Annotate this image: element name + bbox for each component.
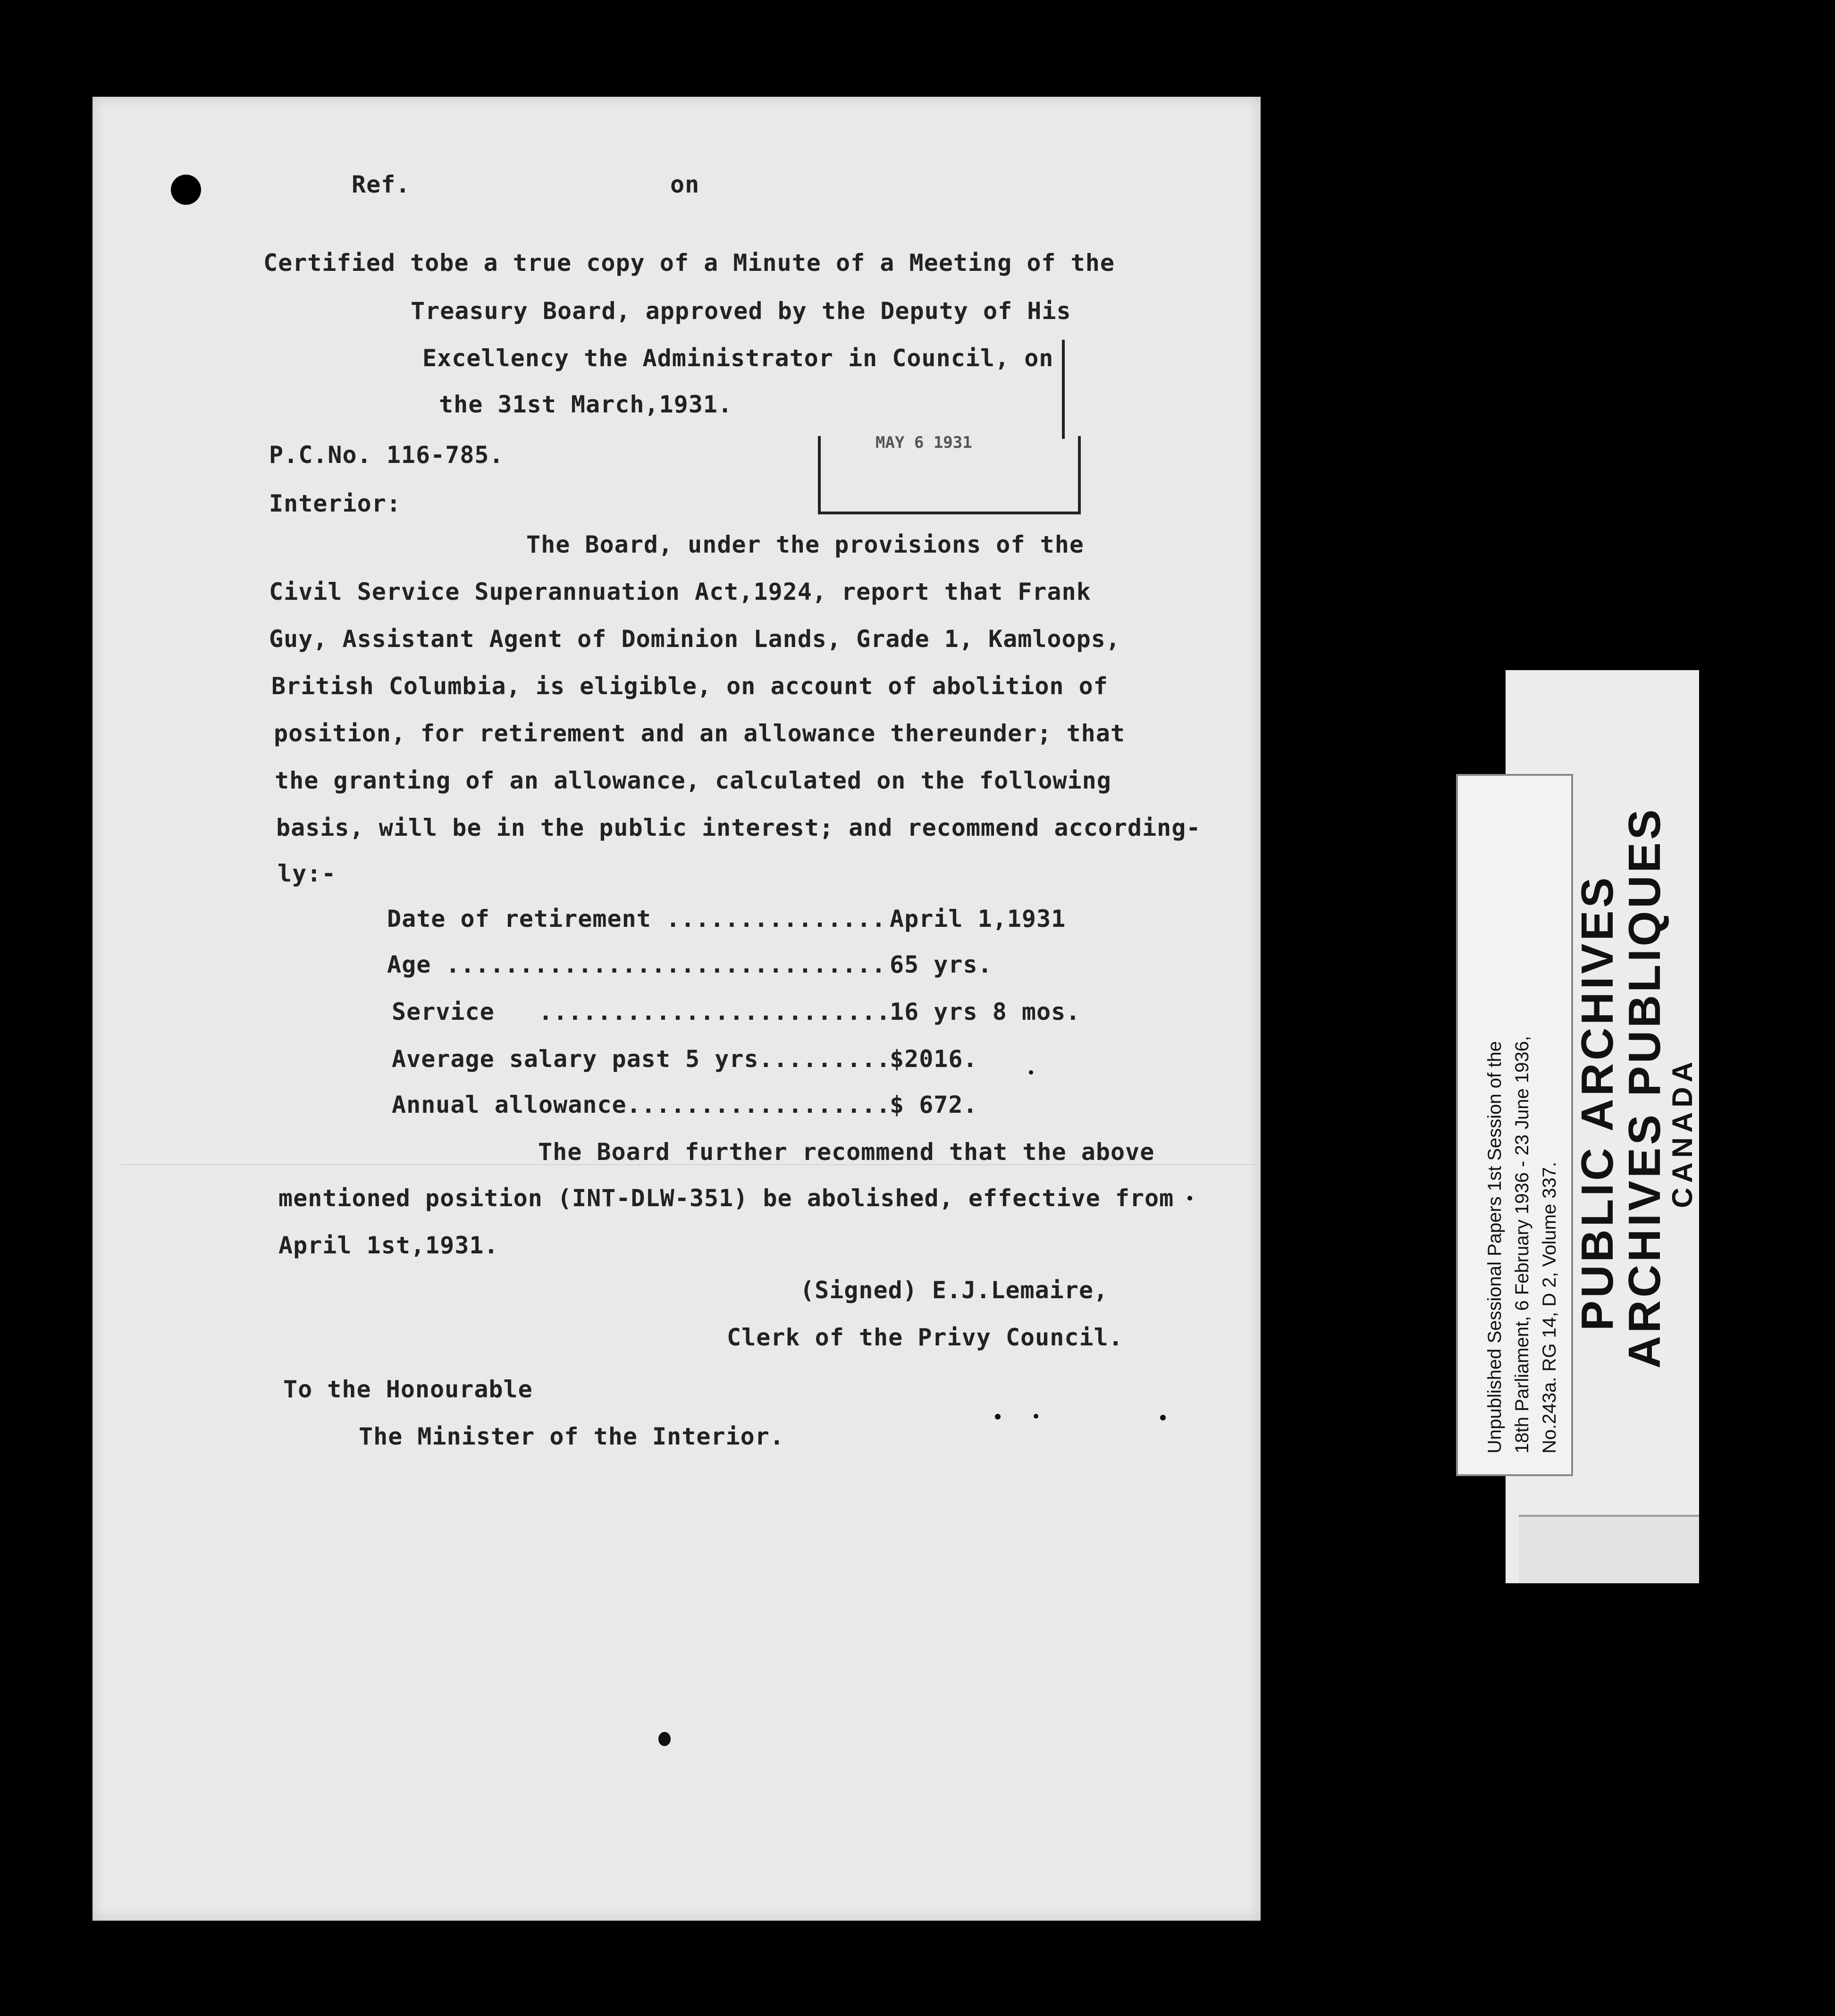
speck (658, 1732, 671, 1746)
archive-reference-line: No.243a. RG 14, D 2, Volume 337. (1539, 1161, 1560, 1453)
signed-line: (Signed) E.J.Lemaire, (800, 1277, 1109, 1304)
archive-reference-line: 18th Parliament, 6 February 1936 - 23 June 1936, (1512, 1036, 1532, 1453)
clerk-line: Clerk of the Privy Council. (727, 1324, 1123, 1351)
body-line-8: ly:- (278, 860, 337, 887)
header-line-1: Certified tobe a true copy of a Minute of a Meeting of the (263, 249, 1115, 277)
table-row-label: Service ........................ (392, 998, 891, 1025)
table-row-label: Annual allowance.................. (392, 1091, 891, 1118)
punch-hole (171, 175, 201, 205)
body-line-1: The Board, under the provisions of the (526, 531, 1084, 558)
speck (1187, 1196, 1192, 1201)
table-row-value: $2016. (890, 1045, 978, 1073)
body-line-3: Guy, Assistant Agent of Dominion Lands, Grade 1, Kamloops, (269, 625, 1120, 653)
speck (1160, 1415, 1166, 1420)
table-row-label: Date of retirement ............... (387, 905, 886, 932)
header-line-4: the 31st March,1931. (439, 391, 733, 418)
to-line: To the Honourable (283, 1376, 533, 1403)
table-row-value: 65 yrs. (890, 951, 993, 978)
body-line-2: Civil Service Superannuation Act,1924, report that Frank (269, 578, 1091, 605)
speck (995, 1414, 1001, 1420)
stamp-date: MAY 6 1931 (875, 433, 972, 452)
body-line-5: position, for retirement and an allowance thereunder; that (274, 720, 1125, 747)
archive-label-tab (1519, 1515, 1699, 1583)
further-line-2: mentioned position (INT-DLW-351) be abolished, effective from (278, 1184, 1174, 1212)
further-line-3: April 1st,1931. (278, 1232, 499, 1259)
body-line-6: the granting of an allowance, calculated on the following (275, 767, 1111, 794)
table-row-label: Age .............................. (387, 951, 886, 978)
header-line-2: Treasury Board, approved by the Deputy of His (411, 297, 1071, 325)
table-row-value: April 1,1931 (890, 905, 1066, 932)
table-row-label: Average salary past 5 yrs......... (392, 1045, 891, 1073)
on-label: on (670, 171, 700, 198)
table-row-value: 16 yrs 8 mos. (890, 998, 1081, 1025)
further-line-1: The Board further recommend that the above (538, 1138, 1155, 1166)
archive-label-line-1: PUBLIC ARCHIVES (1572, 874, 1623, 1331)
archive-label-line-3: CANADA (1667, 1057, 1698, 1208)
body-line-7: basis, will be in the public interest; and recommend according- (276, 814, 1201, 841)
archive-reference-text (1481, 1036, 1563, 1453)
department-label: Interior: (269, 490, 401, 517)
pc-number: P.C.No. 116-785. (269, 441, 504, 469)
minister-line: The Minister of the Interior. (359, 1423, 784, 1450)
archive-label-line-2: ARCHIVES PUBLIQUES (1619, 806, 1670, 1369)
body-line-4: British Columbia, is eligible, on account of abolition of (271, 672, 1108, 700)
ref-label: Ref. (352, 171, 411, 198)
speck (1029, 1070, 1033, 1075)
stamp-edge (1062, 340, 1065, 439)
table-row-value: $ 672. (890, 1091, 978, 1118)
header-line-3: Excellency the Administrator in Council, on (422, 344, 1054, 372)
archive-reference-line: Unpublished Sessional Papers 1st Session of the (1484, 1041, 1505, 1453)
speck (1034, 1414, 1038, 1419)
